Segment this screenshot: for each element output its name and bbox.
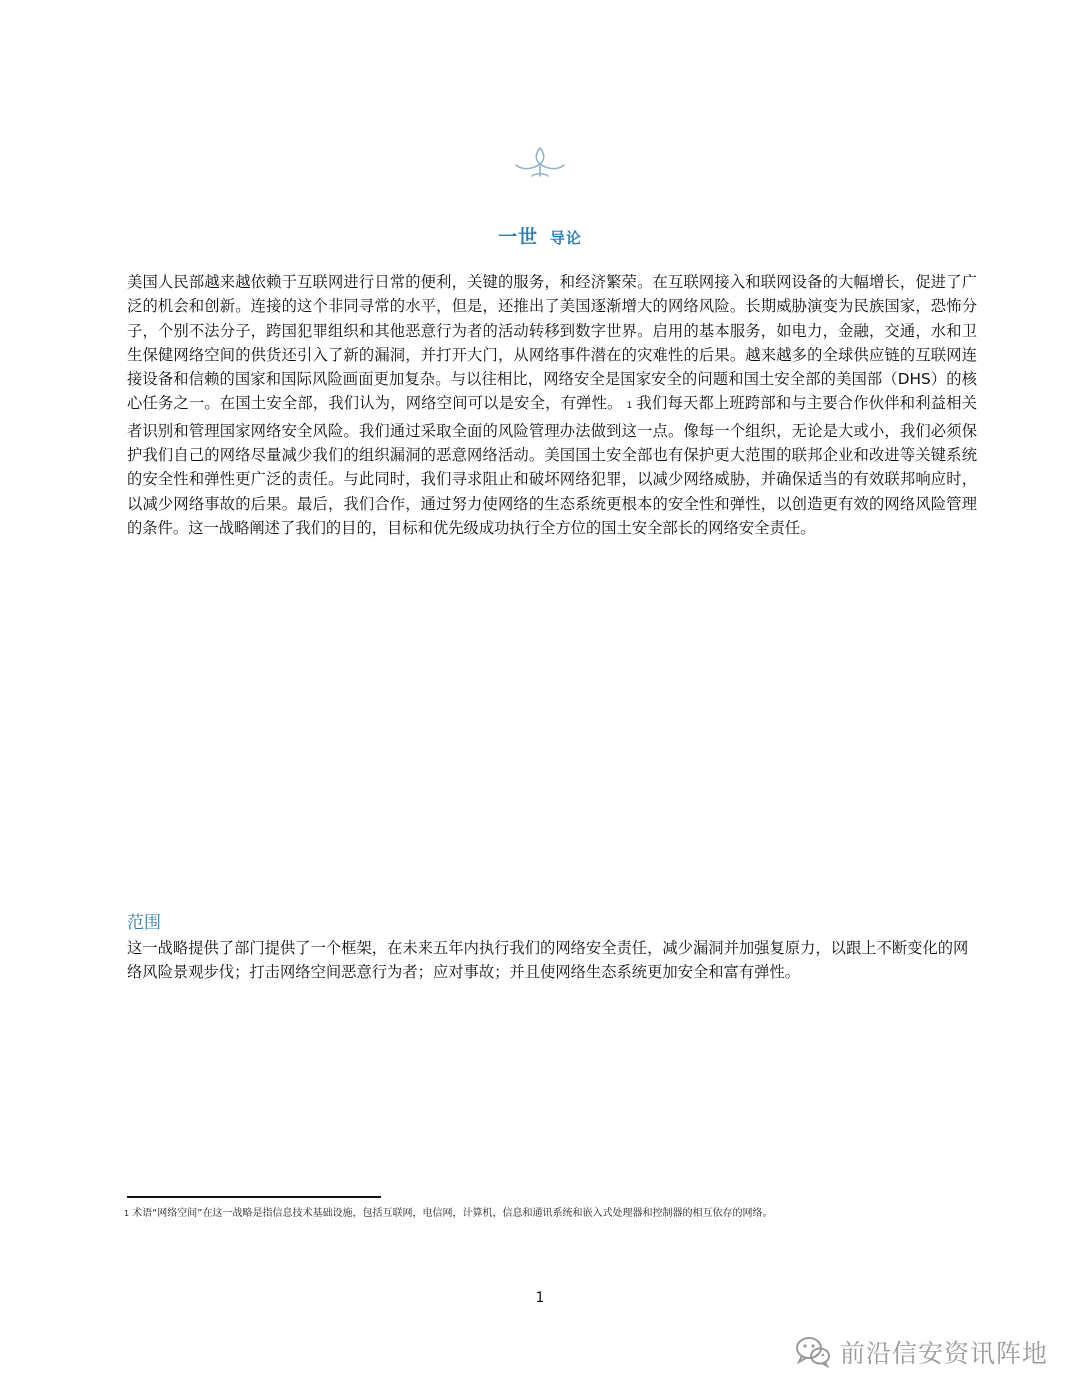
scope-title: 范围 xyxy=(127,913,161,933)
footnote-number: 1 xyxy=(124,1209,130,1218)
intro-text-part-1: 美国人民部越来越依赖于互联网进行日常的便利，关键的服务，和经济繁荣。在互联网接入和联网设备的大幅增长，促进了广泛的机会和创新。连接的这个非同寻常的水平，但是，还推出了美国逐渐增大的网络风险。长期威胁演变为民族国家，恐怖分子，个别不法分子，跨国犯罪组织和其他恶意行为者的活动转移到数字世界。启用的基本服务，如电力，金融，交通，水和卫生保健网络空间的供货还引入了新的漏洞，并打开大门，从网络事件潜在的灾难性的后果。越来越多的全球供应链的互联网连接设备和信赖的国家和国际风险画面更加复杂。与以往相比，网络安全是国家安全的问题和国土安全部的美国部（DHS）的核心任务之一。在国土安全部，我们认为，网络空间可以是安全，有弹性。 xyxy=(127,273,977,413)
footnote-reference[interactable]: 1 xyxy=(626,401,633,412)
watermark-text: 前沿信安资讯阵地 xyxy=(839,1339,1048,1368)
footnote xyxy=(124,1207,1004,1221)
watermark xyxy=(794,1334,1048,1370)
intro-text-part-2: 我们每天都上班跨部和与主要合作伙伴和利益相关者识别和管理国家网络安全风险。我们通过采取全面的风险管理办法做到这一点。像每一个组织，无论是大或小，我们必须保护我们自己的网络尽量减少我们的组织漏洞的恶意网络活动。美国国土安全部也有保护更大范围的联邦企业和改进等关键系统的安全性和弹性更广泛的责任。与此同时，我们寻求阻止和破坏网络犯罪，以减少网络威胁，并确保适当的有效联邦响应时，以减少网络事故的后果。最后，我们合作，通过努力使网络的生态系统更根本的安全性和弹性，以创造更有效的网络风险管理的条件。这一战略阐述了我们的目的，目标和优先级成功执行全方位的国土安全部长的网络安全责任。 xyxy=(127,394,977,537)
heading-number: 一世 xyxy=(498,226,539,248)
footnote-text: 术语“网络空间”在这一战略是指信息技术基础设施，包括互联网，电信网，计算机，信息和通讯系统和嵌入式处理器和控制器的相互依存的网络。 xyxy=(132,1208,773,1219)
footnote-divider xyxy=(127,1196,381,1198)
section-heading xyxy=(0,222,1080,249)
wechat-icon xyxy=(794,1335,832,1369)
page-number: 1 xyxy=(535,1290,545,1306)
ornament-icon xyxy=(512,146,568,180)
scope-paragraph: 这一战略提供了部门提供了一个框架，在未来五年内执行我们的网络安全责任，减少漏洞并加强复原力，以跟上不断变化的网络风险景观步伐；打击网络空间恶意行为者；应对事故；并且使网络生态系统更加安全和富有弹性。 xyxy=(127,939,969,982)
intro-paragraph xyxy=(127,270,977,540)
heading-title: 导论 xyxy=(549,229,582,247)
